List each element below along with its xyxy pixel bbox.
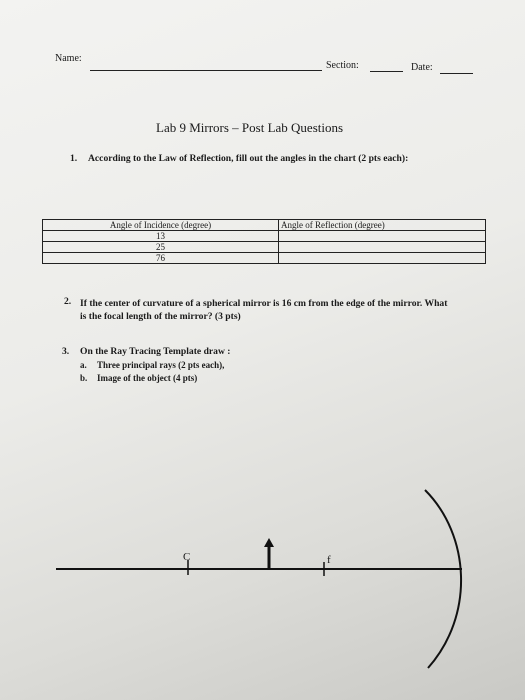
question-3b-text: Image of the object (4 pts) <box>97 373 198 383</box>
incidence-cell: 13 <box>43 231 279 242</box>
reflection-header: Angle of Reflection (degree) <box>279 220 486 231</box>
incidence-header: Angle of Incidence (degree) <box>43 220 279 231</box>
name-label: Name: <box>55 53 82 64</box>
incidence-cell: 76 <box>43 253 279 264</box>
question-3a-text: Three principal rays (2 pts each), <box>97 360 225 370</box>
question-1-text: According to the Law of Reflection, fill out the angles in the chart (2 pts each): <box>88 153 409 164</box>
question-2-line-1: If the center of curvature of a spherical mirror is 16 cm from the edge of the mirror. What <box>80 298 448 309</box>
object-arrow-head <box>264 538 274 547</box>
question-3a-marker: a. <box>80 360 87 370</box>
concave-mirror <box>425 490 461 668</box>
question-3b-marker: b. <box>80 373 88 383</box>
question-2-number: 2. <box>64 296 72 307</box>
page-title: Lab 9 Mirrors – Post Lab Questions <box>156 120 344 135</box>
focal-point-label: f <box>327 554 331 566</box>
date-label: Date: <box>411 62 433 73</box>
incidence-cell: 25 <box>43 242 279 253</box>
section-label: Section: <box>326 60 359 71</box>
question-3-text: On the Ray Tracing Template draw : <box>80 346 231 357</box>
question-3-number: 3. <box>62 346 70 357</box>
question-2-line-2: is the focal length of the mirror? (3 pts) <box>80 311 241 322</box>
question-1-number: 1. <box>70 153 78 164</box>
center-of-curvature-label: C <box>183 551 191 563</box>
